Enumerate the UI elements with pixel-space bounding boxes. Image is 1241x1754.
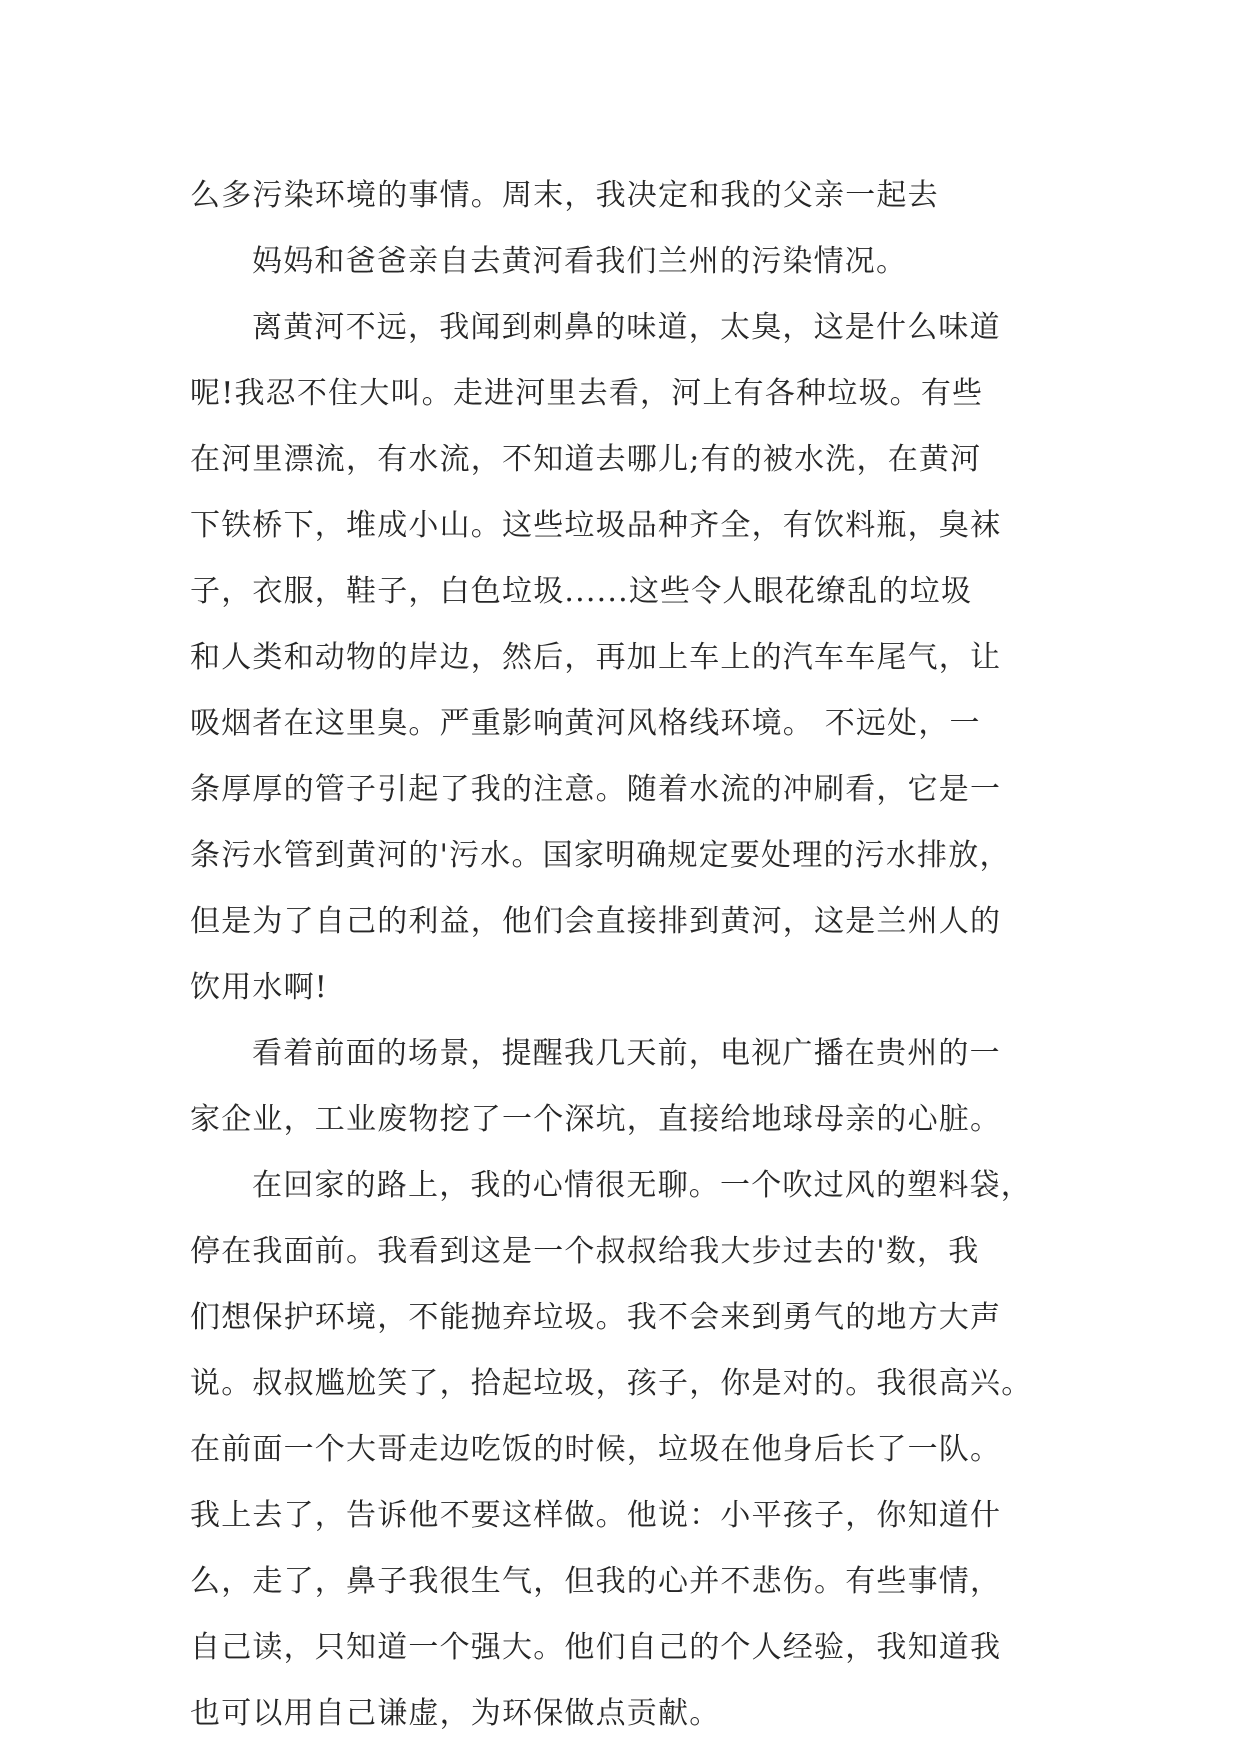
- text-line: 在回家的路上，我的心情很无聊。一个吹过风的塑料袋，: [252, 1168, 1032, 1203]
- text-line: 么多污染环境的事情。周末，我决定和我的父亲一起去: [190, 178, 939, 213]
- text-line: 说。叔叔尴尬笑了，拾起垃圾，孩子，你是对的。我很高兴。: [190, 1366, 1033, 1401]
- text-line: 呢!我忍不住大叫。走进河里去看，河上有各种垃圾。有些: [190, 376, 984, 411]
- text-line: 自己读，只知道一个强大。他们自己的个人经验，我知道我: [190, 1630, 1002, 1665]
- text-line: 条厚厚的管子引起了我的注意。随着水流的冲刷看，它是一: [190, 772, 1002, 807]
- text-line: 下铁桥下，堆成小山。这些垃圾品种齐全，有饮料瓶，臭袜: [190, 508, 1002, 543]
- text-line: 饮用水啊!: [190, 970, 329, 1005]
- text-line: 子，衣服，鞋子，白色垃圾......这些令人眼花缭乱的垃圾: [190, 574, 973, 609]
- text-line: 但是为了自己的利益，他们会直接排到黄河，这是兰州人的: [190, 904, 1002, 939]
- text-line: 们想保护环境，不能抛弃垃圾。我不会来到勇气的地方大声: [190, 1300, 1002, 1335]
- text-line: 家企业，工业废物挖了一个深坑，直接给地球母亲的心脏。: [190, 1102, 1002, 1137]
- text-line: 在前面一个大哥走边吃饭的时候，垃圾在他身后长了一队。: [190, 1432, 1002, 1467]
- text-line: 和人类和动物的岸边，然后，再加上车上的汽车车尾气，让: [190, 640, 1002, 675]
- text-line: 么，走了，鼻子我很生气，但我的心并不悲伤。有些事情，: [190, 1564, 1002, 1599]
- text-line: 条污水管到黄河的'污水。国家明确规定要处理的污水排放，: [190, 838, 1011, 873]
- text-line: 离黄河不远，我闻到刺鼻的味道，太臭，这是什么味道: [252, 310, 1001, 345]
- text-line: 妈妈和爸爸亲自去黄河看我们兰州的污染情况。: [252, 244, 908, 279]
- text-line: 吸烟者在这里臭。严重影响黄河风格线环境。 不远处，一: [190, 706, 981, 741]
- text-line: 停在我面前。我看到这是一个叔叔给我大步过去的'数，我: [190, 1234, 980, 1269]
- text-line: 也可以用自己谦虚，为环保做点贡献。: [190, 1696, 721, 1731]
- document-body: [190, 163, 1055, 1747]
- text-line: 我上去了，告诉他不要这样做。他说：小平孩子，你知道什: [190, 1498, 1002, 1533]
- text-line: 在河里漂流，有水流，不知道去哪儿;有的被水洗，在黄河: [190, 442, 982, 477]
- text-line: 看着前面的场景，提醒我几天前，电视广播在贵州的一: [252, 1036, 1001, 1071]
